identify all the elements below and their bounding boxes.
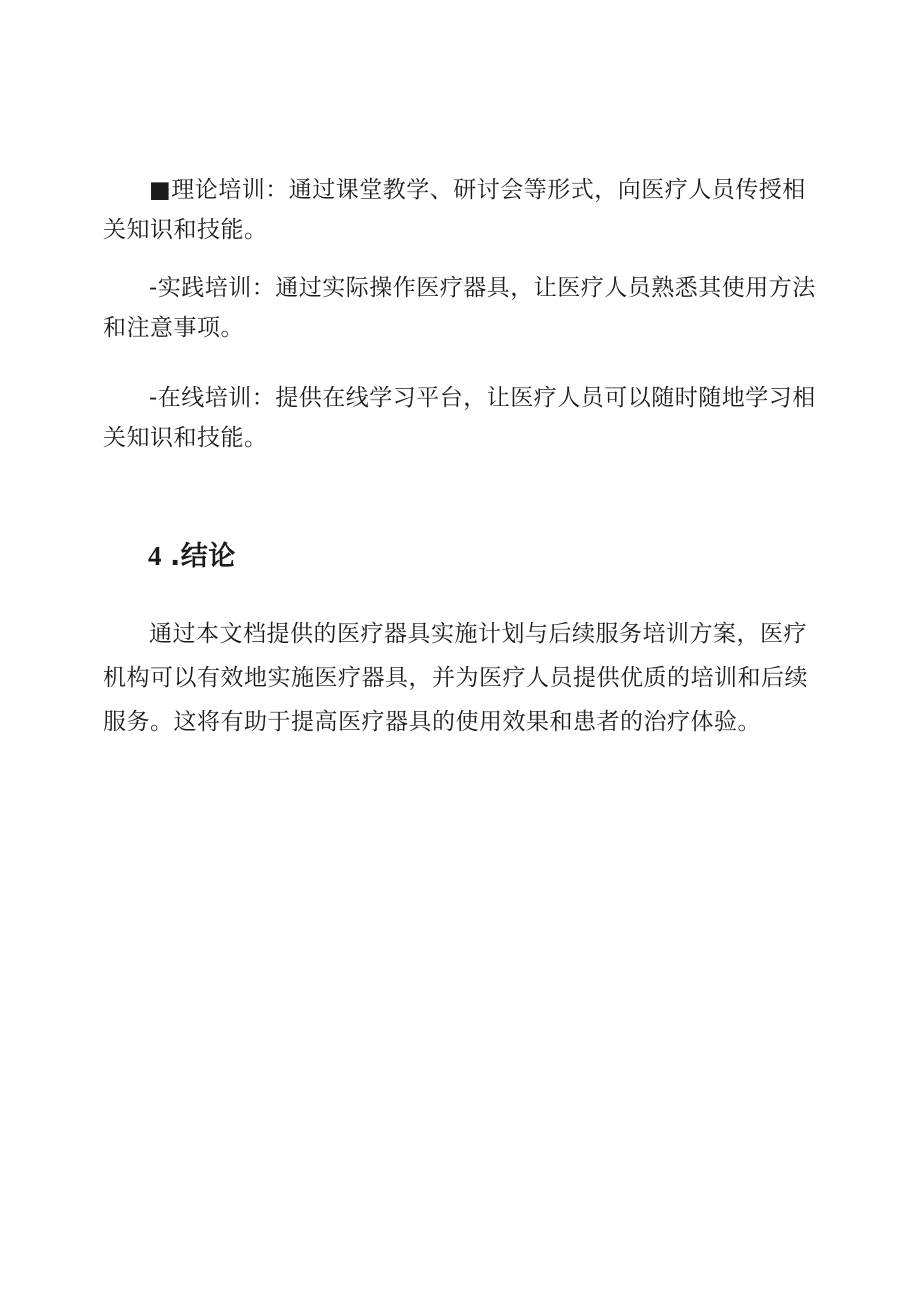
section-number: 4 (148, 541, 162, 571)
practice-training-paragraph: -实践培训：通过实际操作医疗器具，让医疗人员熟悉其使用方法和注意事项。 (103, 275, 816, 341)
section-title: .结论 (170, 541, 236, 572)
conclusion-heading (148, 534, 236, 579)
conclusion-paragraph: 通过本文档提供的医疗器具实施计划与后续服务培训方案，医疗机构可以有效地实施医疗器具，并为医疗人员提供优质的培训和后续服务。这将有助于提高医疗器具的使用效果和患者的治疗体验。 (103, 621, 808, 735)
theory-training-paragraph: ■理论培训：通过课堂教学、研讨会等形式，向医疗人员传授相关知识和技能。 (103, 177, 806, 243)
online-training-paragraph: -在线培训：提供在线学习平台，让医疗人员可以随时随地学习相关知识和技能。 (103, 385, 816, 451)
